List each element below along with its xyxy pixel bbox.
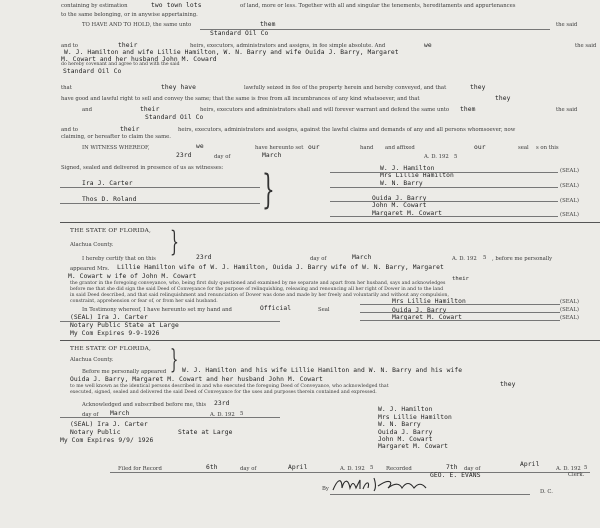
that-tail: lawfully seized in fee of the property herein and hereby conveyed, and that [244,85,447,91]
good-right-they: they [495,95,511,102]
ack-wife-brace: } [170,225,179,258]
grantors-line-2: M. Cowart and her husband John M. Coward [61,56,217,63]
ack-body-2: before me that she did sign the said Deed of Conveyance for the purpose of relinquishing, releasing and renouncing all her right of Dower in and to the land [70,287,444,292]
covenant-label: do hereby covenant and agree to and with the said [61,62,180,67]
ack-all-notary-1: (SEAL) Ira J. Carter [70,421,148,428]
signatory-2: Mrs Lillie Hamilton [380,172,454,179]
ack-all-signer-1: W. J. Hamilton [378,406,433,413]
clerk-signature [330,474,430,496]
habendum-said: the said [556,22,578,28]
testimony-seal: Seal [318,307,330,313]
witness-name-1: Ira J. Carter [82,180,133,187]
and-their-said: the said [556,107,578,113]
known-label: to me well known as the identical persons described in and who executed the foregoing Deed of Conveyance, who acknowledged that [70,384,389,389]
before-line-2: Ouida J. Barry, Margaret M. Cowart and her husband John M. Cowart [70,376,323,383]
filed-year: 5 [370,465,374,471]
and-their-label: and [82,107,92,113]
and-their-tail: heirs, executors and administrators shall and will forever warrant and defend the same unto [200,107,450,113]
witness-year: 5 [454,154,458,160]
witness-ad: A. D. 192 [424,154,449,160]
ack-all-state: THE STATE OF FLORIDA, [70,346,152,352]
witness-day-of: day of [214,154,231,160]
before-label: Before me personally appeared [82,369,167,375]
before-names: W. J. Hamilton and his wife Lillie Hamilton and W. N. Barry and his wife [182,367,463,374]
signatory-6: Margaret M. Cowart [372,210,443,217]
ack-wife-notary-3: My Com Expires 9-9-1926 [70,330,160,337]
filed-day: 6th [206,464,218,471]
recorded-day: 7th [446,464,458,471]
recorded-ad: A. D. 192 [556,466,581,472]
witness-intro: IN WITNESS WHEREOF, [82,145,150,151]
ack-wife-county: Alachua County. [70,242,114,248]
appeared-label: appeared Mrs. [70,266,110,272]
certify-day-of: day of [310,256,327,262]
signatory-5: John M. Cowart [372,202,427,209]
by-label: By [322,486,329,492]
ack-all-signer-4: Ouida J. Barry [378,429,433,436]
known-line-2: executed, signed, sealed and delivered the said Deed of Conveyance for the uses and purposes therein contained and expressed. [70,390,377,395]
ack-all-signer-3: W. N. Barry [378,421,421,428]
and-to-label: and to [61,43,78,49]
ack-body-1: the grantor in the foregoing conveyance, who, being first duly questioned and examined by me separate and apart from her husband, says and acknowledges [70,281,446,286]
certify-year: 5 [483,255,487,261]
seal-label-3: (SEAL) [560,198,579,204]
witness-affixed: and affixed [385,145,415,151]
ack-wife-signer-1: Mrs Lillie Hamilton [392,298,466,305]
filed-month: April [288,464,308,471]
ack-all-county: Alachua County. [70,357,114,363]
and-to-value: their [118,42,138,49]
ack-all-notary-2: Notary Public [70,429,121,436]
certify-month: March [352,254,372,261]
consisting-tail: of land, more or less. Together with all and singular the tenements, hereditaments and appurtenances [240,3,516,9]
ack-their: their [452,276,470,282]
that-label: that [61,85,72,91]
ack-wife-notary-1: (SEAL) Ira J. Carter [70,314,148,321]
grantee-1: Standard Oil Co [210,30,269,37]
ack-all-signer-6: Margaret M. Cowart [378,443,449,450]
witness-we: we [196,143,204,150]
appeared-line-2: M. Cowart w ife of John M. Cowart [68,273,197,280]
signatory-1: W. J. Hamilton [380,165,435,172]
ack-wife-seal-3: (SEAL) [560,315,579,321]
witness-month: March [262,152,282,159]
seal-label-1: (SEAL) [560,168,579,174]
witness-brace: } [262,167,275,213]
testimony-label: In Testimony whereof, I have hereunto set my hand and [82,307,232,313]
recorded-label: Recorded [386,466,412,472]
ack-sub-month: March [110,410,130,417]
ack-all-signer-5: John M. Cowart [378,436,433,443]
filed-ad: A. D. 192 [340,466,365,472]
ack-sub-day-of: day of [82,412,99,418]
seal-label-4: (SEAL) [560,212,579,218]
seal-label-2: (SEAL) [560,183,579,189]
ack-sub-year: 5 [240,411,244,417]
recorded-year: 5 [584,465,588,471]
clerk-name: GEO. E. EVANS [430,472,481,479]
and-to-we: we [424,42,432,49]
consisting-label: containing by estimation [61,3,128,9]
known-they: they [500,381,516,388]
testimony-value: Official [260,305,292,312]
appeared-names: Lillie Hamilton wife of W. J. Hamilton, Ouida J. Barry wife of W. N. Barry, Margaret [117,264,444,271]
that-value: they have [161,84,197,91]
ack-wife-signer-3: Margaret M. Cowart [392,314,463,321]
and-their-value: their [140,106,160,113]
witness-our-1: our [308,144,320,151]
and-their-them: them [460,106,476,113]
witness-our-2: our [474,144,486,151]
ack-wife-seal-1: (SEAL) [560,299,579,305]
witness-day: 23rd [176,152,192,159]
witness-hand: hand [360,145,374,151]
ack-wife-seal-2: (SEAL) [560,307,579,313]
ack-sub-ad: A. D. 192 [210,412,235,418]
ack-sub-day: 23rd [214,400,230,407]
assigns-value: their [120,126,140,133]
ack-wife-state: THE STATE OF FLORIDA, [70,228,152,234]
assigns-tail: heirs, executors, administrators and assigns, against the lawful claims and demands of any and all persons whomsoever, now [178,127,516,133]
ack-sub-label: Acknowledged and subscribed before me, this [82,402,207,408]
and-to-said: the said [575,43,597,49]
ack-body-3: in said Deed described, and that said relinquishment and renunciation of Dower was done and made by her freely and voluntarily and without any compulsion, [70,293,449,298]
habendum-value: them [260,21,276,28]
good-right-line: have good and lawful right to sell and convey the same; that the same is free from all incumbrances of any kind whatsoever, and that [61,96,420,102]
assigns-line-2: claiming, or hereafter to claim the same. [61,134,171,140]
witness-on-this: s on this [536,145,559,151]
habendum-label: TO HAVE AND TO HOLD, the same unto [82,22,192,28]
ack-all-notary-4: My Com Expires 9/9/ 1926 [60,437,154,444]
grantee-2: Standard Oil Co [63,68,122,75]
ack-all-signer-2: Mrs Lillie Hamilton [378,414,452,421]
certify-label: I hereby certify that on this [82,256,156,262]
ack-wife-signer-2: Ouida J. Barry [392,307,447,314]
dc-label: D. C. [540,489,553,495]
consisting-value: two town lots [151,2,202,9]
witness-seal: seal [518,145,529,151]
recorded-day-of: day of [464,466,481,472]
signatory-4: Ouida J. Barry [372,195,427,202]
certify-ad: A. D. 192 [452,256,477,262]
that-they: they [470,84,486,91]
appertaining-line: to the same belonging, or in anywise appertaining. [61,12,198,18]
grantee-3: Standard Oil Co [145,114,204,121]
certify-before-me: , before me personally [492,256,553,262]
ack-all-brace: } [170,345,179,375]
ack-wife-notary-2: Notary Public State at Large [70,322,179,329]
ack-all-notary-3: State at Large [178,429,233,436]
signatory-3: W. N. Barry [380,180,423,187]
recorded-month: April [520,461,540,468]
filed-label: Filed for Record [118,466,162,472]
witness-name-2: Thos D. Roland [82,196,137,203]
assigns-label: and to [61,127,78,133]
signed-sealed: Signed, sealed and delivered in presence of us as witnesses: [61,165,224,171]
witness-have: have hereunto set [255,145,304,151]
and-to-tail: heirs, executors, administrators and assigns, in fee simple absolute. And [190,43,386,49]
filed-day-of: day of [240,466,257,472]
clerk-label: Clerk. [568,472,585,478]
ack-body-4: constraint, apprehension or fear of, or from her said husband. [70,299,218,304]
certify-day: 23rd [196,254,212,261]
grantors-line-1: W. J. Hamilton and wife Lillie Hamilton, W. N. Barry and wife Ouida J. Barry, Margaret [64,49,399,56]
